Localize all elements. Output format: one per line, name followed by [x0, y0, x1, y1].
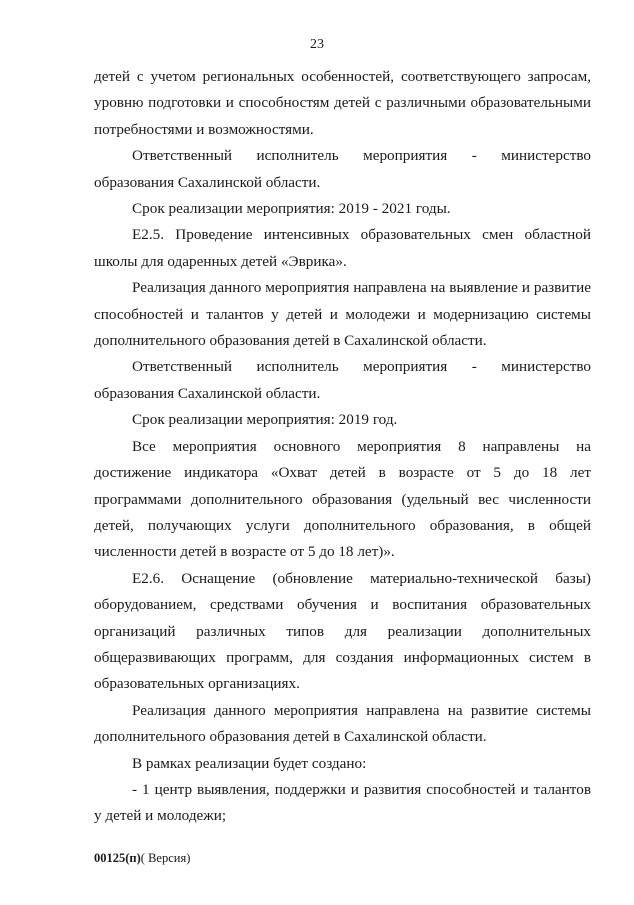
paragraph: Срок реализации мероприятия: 2019 - 2021 годы. [132, 200, 451, 218]
paragraph: Е2.6. Оснащение (обновление материально-технической базы) оборудованием, средствами обучения и воспитания образовательных организаций различных типов для реализации дополнительных общеразвивающих программ, для создания информационных систем в образовательных организациях. [94, 569, 591, 693]
page-number: 23 [310, 37, 324, 52]
paragraph: В рамках реализации будет создано: [132, 754, 367, 772]
paragraph: Ответственный исполнитель мероприятия - министерство образования Сахалинской области. [94, 358, 591, 402]
paragraph: Реализация данного мероприятия направлена на выявление и развитие способностей и талантов у детей и молодежи и модернизацию системы дополнительного образования детей в Сахалинской области. [94, 279, 591, 350]
paragraph: Реализация данного мероприятия направлена на развитие системы дополнительного образования детей в Сахалинской области. [94, 701, 591, 746]
paragraph: Ответственный исполнитель мероприятия - министерство образования Сахалинской области. [94, 147, 591, 191]
paragraph: Срок реализации мероприятия: 2019 год. [132, 411, 398, 429]
paragraph: Все мероприятия основного мероприятия 8 направлены на достижение индикатора «Охват детей в возрасте от 5 до 18 лет программами дополнительного образования (удельный вес численности детей, получающих услуги дополнительного образования, в общей численности детей в возрасте от 5 до 18 лет)». [94, 437, 591, 561]
paragraph: - 1 центр выявления, поддержки и развития способностей и талантов у детей и молодежи; [94, 780, 591, 825]
footer-code: 00125(п) [94, 851, 141, 865]
paragraph: детей с учетом региональных особенностей, соответствующего запросам, уровню подготовки и способностям детей с различными образовательными потребностями и возможностями. [94, 68, 591, 138]
footer-version: ( Версия) [140, 851, 191, 865]
paragraph: Е2.5. Проведение интенсивных образовательных смен областной школы для одаренных детей «Эврика». [94, 226, 591, 270]
document-footer [94, 851, 190, 866]
document-body [94, 64, 591, 830]
